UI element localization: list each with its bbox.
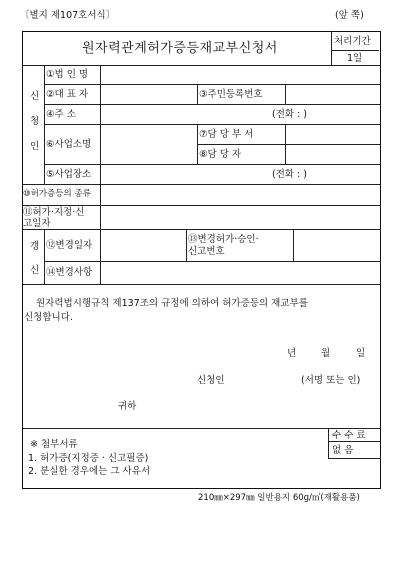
renewal-section-label-1: 갱 [30, 241, 40, 252]
representative-field[interactable] [101, 85, 196, 103]
paper-spec-footer: 210㎜×297㎜ 일반용지 60g/㎡(재활용품) [198, 493, 360, 503]
resident-number-field[interactable] [286, 85, 379, 103]
site-phone-label: (전화 : ) [272, 169, 308, 180]
department-field[interactable] [286, 125, 379, 143]
change-license-label-2: 신고번호 [188, 246, 225, 257]
change-date-field[interactable] [101, 230, 185, 260]
applicant-section-label-1: 신 [30, 91, 40, 102]
date-year-label: 년 [287, 348, 297, 359]
license-date-label-1: ⑪허가·지정·신 [23, 207, 85, 218]
business-site-label: ⑤사업장소 [46, 169, 92, 180]
attachment-item-2: 2. 분실한 경우에는 그 사유서 [28, 466, 151, 477]
attachment-item-1: 1. 허가증(지정증 · 신고필증) [28, 453, 149, 464]
person-in-charge-label: ⑧담 당 자 [199, 149, 242, 160]
page-title: 원자력관계허가증등재교부신청서 [82, 41, 278, 56]
processing-period-value: 1일 [347, 53, 363, 64]
change-license-label-1: ⑬변경허가·승인· [188, 234, 259, 245]
representative-label: ②대 표 자 [46, 89, 89, 100]
corporate-name-label: ①법 인 명 [46, 69, 89, 80]
address-phone-label: (전화 : ) [272, 109, 308, 120]
license-type-field[interactable] [101, 185, 379, 204]
form-number: 〔별지 제107호서식〕 [20, 10, 116, 21]
addressee-label: 귀하 [118, 401, 137, 412]
applicant-sign-field[interactable] [232, 372, 296, 386]
business-site-field[interactable] [101, 165, 271, 183]
applicant-sign-label: 신청인 [197, 375, 225, 386]
corporate-name-field[interactable] [101, 66, 379, 83]
business-name-field[interactable] [101, 125, 196, 163]
signature-note: (서명 또는 인) [301, 375, 361, 386]
address-field[interactable] [101, 105, 271, 123]
change-items-label: ⑭변경사항 [46, 267, 93, 278]
applicant-section-label-3: 인 [30, 141, 40, 152]
date-day-label: 일 [356, 348, 366, 359]
change-date-label: ⑫변경일자 [46, 240, 93, 251]
resident-number-label: ③주민등록번호 [199, 89, 263, 100]
processing-period-label: 처리기간 [334, 36, 371, 47]
person-in-charge-field[interactable] [286, 145, 379, 163]
department-label: ⑦담 당 부 서 [199, 129, 254, 140]
address-label: ④주 소 [46, 109, 76, 120]
fee-value: 없 음 [332, 445, 354, 456]
business-name-label: ⑥사업소명 [46, 139, 92, 150]
change-license-field[interactable] [294, 230, 379, 260]
application-statement-line-2: 신청합니다. [24, 312, 73, 323]
license-date-label-2: 고일자 [23, 218, 51, 229]
date-month-label: 월 [321, 348, 331, 359]
fee-label: 수 수 료 [332, 430, 366, 441]
change-items-field[interactable] [101, 262, 379, 283]
renewal-section-label-2: 신 [30, 265, 40, 276]
applicant-section-label-2: 청 [30, 116, 40, 127]
application-statement-line-1: 원자력법시행규칙 제137조의 규정에 의하여 허가증등의 재교부를 [36, 298, 308, 309]
page-side-label: (앞 쪽) [335, 10, 364, 21]
license-type-label: ⑩허가증등의 종류 [23, 189, 91, 199]
attachments-title: ※ 첨부서류 [30, 439, 78, 450]
license-date-field[interactable] [101, 206, 379, 228]
